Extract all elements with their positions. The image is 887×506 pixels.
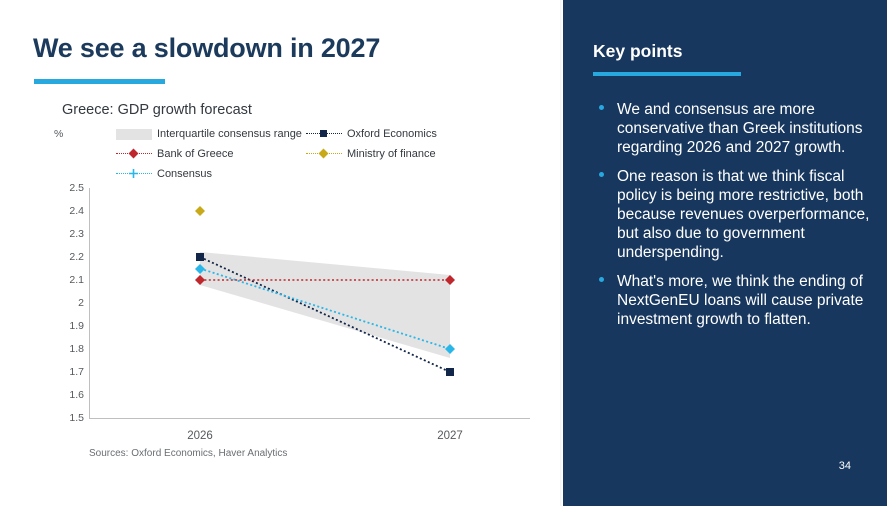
y-tick-label: 2 <box>78 297 84 309</box>
y-tick-label: 2.5 <box>69 182 84 194</box>
key-points-panel <box>563 0 887 506</box>
y-tick-label: 1.6 <box>69 389 84 401</box>
legend-item-ministry-of-finance <box>306 148 436 160</box>
chart-legend <box>116 128 536 188</box>
x-tick-label: 2026 <box>187 430 213 442</box>
chart-plot-area <box>69 182 530 442</box>
legend-swatch-line-plus-icon <box>116 168 152 180</box>
page-title: We see a slowdown in 2027 <box>33 33 381 63</box>
y-tick-label: 1.8 <box>69 343 84 355</box>
bullet-dot-icon <box>599 172 604 177</box>
chart-title: Greece: GDP growth forecast <box>62 102 252 118</box>
legend-label: Consensus <box>157 168 213 180</box>
legend-label: Ministry of finance <box>347 148 436 160</box>
list-item-text: We and consensus are more conservative than Greek institutions regarding 2026 and 2027 growth. <box>617 101 863 156</box>
y-axis-unit-label: % <box>54 128 64 140</box>
y-tick-label: 1.7 <box>69 366 84 378</box>
x-tick-label: 2027 <box>437 430 463 442</box>
y-tick-label: 2.3 <box>69 228 84 240</box>
list-item <box>591 167 871 262</box>
y-tick-label: 1.9 <box>69 320 84 332</box>
key-points-underline-rule <box>593 72 741 76</box>
marker-oxford-2026 <box>196 253 204 261</box>
legend-swatch-band-icon <box>116 128 152 140</box>
chart-series-svg <box>90 188 530 418</box>
y-tick-label: 2.1 <box>69 274 84 286</box>
legend-row-1 <box>116 128 536 148</box>
list-item-text: One reason is that we think fiscal policy is being more restrictive, both because revenues overperformance, but also due to government underspending. <box>617 168 870 261</box>
key-points-list <box>591 100 871 339</box>
legend-swatch-line-square-icon <box>306 128 342 140</box>
marker-ministry-of-finance-2026 <box>195 206 205 216</box>
legend-row-2 <box>116 148 536 168</box>
bullet-dot-icon <box>599 277 604 282</box>
legend-item-bank-of-greece <box>116 148 306 160</box>
interquartile-range-band <box>200 252 450 358</box>
legend-label: Interquartile consensus range <box>157 128 302 140</box>
legend-label: Oxford Economics <box>347 128 437 140</box>
legend-swatch-line-diamond-gold-icon <box>306 148 342 160</box>
y-tick-label: 1.5 <box>69 412 84 424</box>
plus-marker-icon <box>129 169 138 178</box>
list-item-text: What's more, we think the ending of NextGenEU loans will cause private investment growth to flatten. <box>617 273 864 328</box>
legend-swatch-line-diamond-icon <box>116 148 152 160</box>
y-tick-label: 2.2 <box>69 251 84 263</box>
page-number: 34 <box>838 460 851 472</box>
title-underline-rule <box>34 79 165 84</box>
list-item <box>591 100 871 157</box>
marker-oxford-2027 <box>446 368 454 376</box>
legend-item-interquartile-range <box>116 128 306 140</box>
chart-container <box>34 100 544 470</box>
key-points-heading: Key points <box>593 41 683 61</box>
y-tick-label: 2.4 <box>69 205 84 217</box>
chart-source-note: Sources: Oxford Economics, Haver Analytics <box>89 448 288 459</box>
legend-label: Bank of Greece <box>157 148 234 160</box>
bullet-dot-icon <box>599 105 604 110</box>
legend-row-3 <box>116 168 536 188</box>
list-item <box>591 272 871 329</box>
legend-item-oxford-economics <box>306 128 437 140</box>
legend-item-consensus <box>116 168 306 180</box>
